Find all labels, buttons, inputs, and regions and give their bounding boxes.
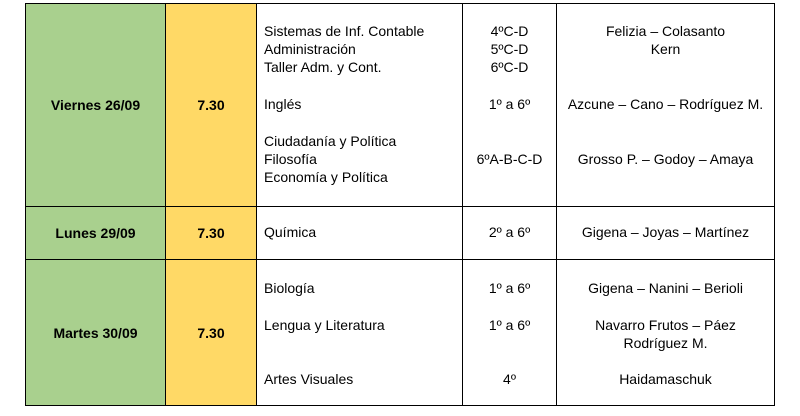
courses-cell [463, 4, 557, 207]
subject-label: Biología [264, 280, 315, 296]
courses-cell [463, 260, 557, 406]
course-label: 5ºC-D [490, 41, 529, 57]
time-cell: 7.30 [166, 4, 257, 207]
teachers-cell [557, 260, 775, 406]
teacher-label: Rodríguez M. [623, 335, 708, 351]
course-label: 1º a 6º [488, 317, 531, 333]
subjects-cell [257, 207, 463, 260]
day-cell: Martes 30/09 [25, 260, 166, 406]
courses-cell [463, 207, 557, 260]
course-label: 2º a 6º [488, 224, 531, 240]
day-cell: Viernes 26/09 [25, 4, 166, 207]
subject-label: Taller Adm. y Cont. [264, 59, 382, 75]
subject-label: Química [264, 224, 317, 240]
subjects-cell [257, 4, 463, 207]
teachers-cell [557, 207, 775, 260]
teachers-cell [557, 4, 775, 207]
day-cell: Lunes 29/09 [25, 207, 166, 260]
teacher-label: Gigena – Joyas – Martínez [581, 224, 750, 240]
course-label: 6ºA-B-C-D [476, 151, 543, 167]
course-label: 6ºC-D [490, 59, 529, 75]
course-label: 1º a 6º [488, 280, 531, 296]
course-label: 4º [503, 371, 516, 387]
exam-schedule-table [25, 0, 775, 406]
subject-label: Economía y Política [264, 169, 388, 185]
subject-label: Filosofía [264, 151, 317, 167]
teacher-label: Grosso P. – Godoy – Amaya [577, 151, 754, 167]
course-label: 1º a 6º [488, 96, 531, 112]
subject-label: Administración [264, 41, 356, 57]
teacher-label: Navarro Frutos – Páez [595, 317, 736, 333]
time-cell: 7.30 [166, 260, 257, 406]
subjects-cell [257, 260, 463, 406]
teacher-label: Haidamaschuk [619, 371, 712, 387]
subject-label: Artes Visuales [264, 371, 354, 387]
subject-label: Lengua y Literatura [264, 317, 385, 333]
subject-label: Inglés [264, 96, 302, 112]
course-label: 4ºC-D [490, 23, 529, 39]
time-cell: 7.30 [166, 207, 257, 260]
teacher-label: Azcune – Cano – Rodríguez M. [567, 96, 764, 112]
subject-label: Ciudadanía y Política [264, 133, 397, 149]
subject-label: Sistemas de Inf. Contable [264, 23, 425, 39]
teacher-label: Gigena – Nanini – Berioli [588, 280, 743, 296]
teacher-label: Kern [650, 41, 681, 57]
teacher-label: Felizia – Colasanto [605, 23, 726, 39]
